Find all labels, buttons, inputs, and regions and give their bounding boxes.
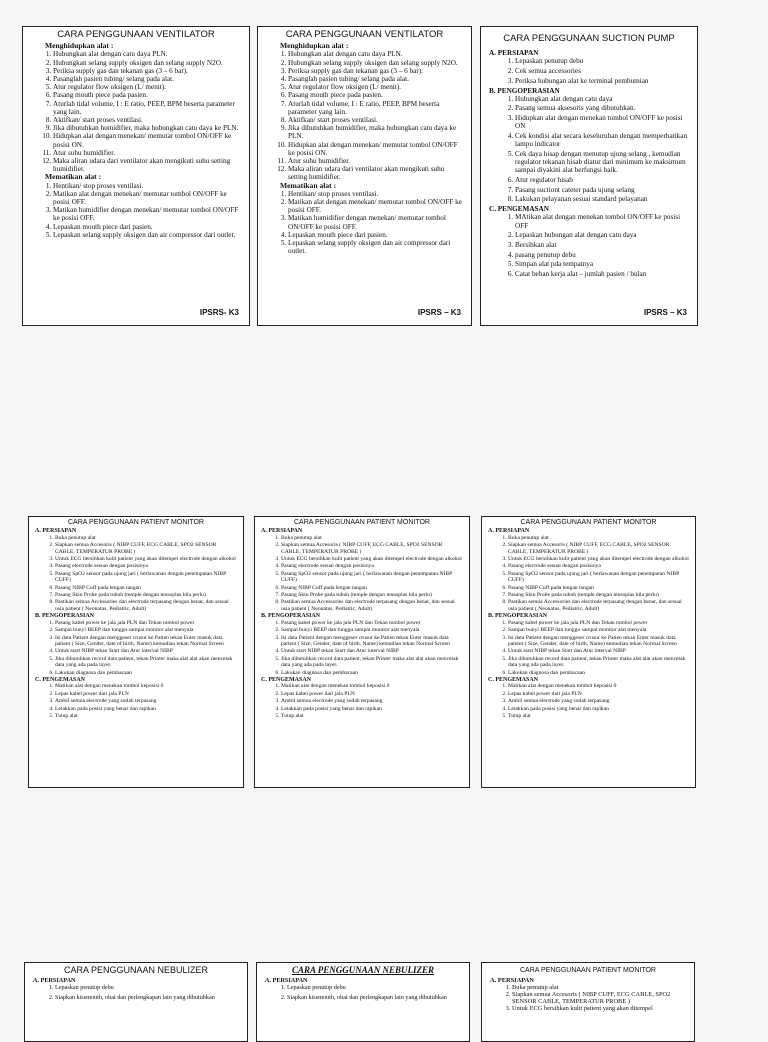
list-item: 3. Isi data Patient dengan menggeser crusur ke Patien tekan Enter masuk data patient ( Size, Gender, date of birth, Name) kemudian tekan Normal Screen xyxy=(508,635,689,648)
list-item: 9. Jika dibutuhkan humidifier, maka hubungkan catu daya ke PLN. xyxy=(53,124,241,132)
steps-list xyxy=(266,190,463,256)
list-item: 7. Pasang Skin Probe pada tubuh (temple dengan tensoplas bila perlu) xyxy=(281,592,463,598)
list-item: 1. Buka penutup alat xyxy=(512,984,686,991)
list-item: 5. Lepaskan selang supply oksigen dan air compressor dari outlet. xyxy=(53,231,241,239)
list-item: 4. Untuk start NIBP tekan Start dan Atur interval NIBP xyxy=(281,648,463,654)
list-item: 5. Pasang SpO2 sensor pada ujung jari ( berlawanan dengan penempatan NIBP CUFF) xyxy=(55,571,237,584)
list-item: 5. Atur regulator flow oksigen (L/ menit). xyxy=(288,83,463,91)
steps-list xyxy=(261,683,463,719)
list-item: 2. Sampai bunyi BEEP dan tunggu sampai monitor alat menyala xyxy=(281,627,463,633)
list-item: 5. Cek daya hisap dengan menutup ujung selang , kemudian regulator tekanan hisab diatur dari minimum ke maksimum sampai diyakini alat berfungsi baik. xyxy=(515,150,689,175)
list-item: 4. Lepaskan mouth piece dari pasien. xyxy=(53,223,241,231)
steps-list xyxy=(489,213,689,278)
suction-pump-card xyxy=(480,26,698,326)
list-item: 2. Lepas kabel power dari jala PLN xyxy=(281,691,463,697)
list-item: 5. Jika dibutuhkan record data patient, tekan Printer maka alat alat akan mencetak data yang ada pada layer. xyxy=(508,656,689,669)
steps-list xyxy=(488,535,689,612)
list-item: 6. Lakukan diagnosa dan pembacaan xyxy=(55,670,237,676)
section-heading: A. PERSIAPAN xyxy=(33,977,76,984)
steps-list xyxy=(488,620,689,676)
ventilator-card-2 xyxy=(257,26,472,326)
steps-list xyxy=(489,57,689,85)
card-title: CARA PENGGUNAAN NEBULIZER xyxy=(63,965,209,975)
list-item: 5. Tutup alat xyxy=(281,713,463,719)
card-title: CARA PENGGUNAAN NEBULIZER xyxy=(291,965,435,975)
list-item: 8. Pastikan semua Accessories dan electrode terpasang dengan benar, dan sesuai usia patient ( Neonatus, Pediatric, Adult) xyxy=(55,599,237,612)
section-heading: C. PENGEMASAN xyxy=(35,676,86,683)
steps-list xyxy=(489,95,689,204)
list-item: 3. Untuk ECG bersihkan kulit patient yang akan ditempel electrode dengan alkohol xyxy=(281,556,463,562)
list-item: 10. Hidupkan alat dengan menekan/ memutar tombol ON/OFF ke posisi ON. xyxy=(288,141,463,157)
list-item: 6. Catat beban kerja alat – jumlah pasien / bulan xyxy=(515,270,689,278)
section-heading: Menghidupkan alat : xyxy=(280,41,349,51)
steps-list xyxy=(261,620,463,676)
list-item: 2. Pasang semua aksesoris yang dibutuhkan. xyxy=(515,104,689,112)
nebulizer-card-1 xyxy=(24,962,248,1042)
list-item: 1. Buka penutup alat xyxy=(281,535,463,541)
section-heading: Mematikan alat : xyxy=(45,172,102,182)
card-title: CARA PENGGUNAAN PATIENT MONITOR xyxy=(519,967,656,974)
list-item: 4. pasang penutup debu xyxy=(515,251,689,259)
list-item: 12. Maka aliran udara dari ventilator akan mengikuti suhu setting humidifier. xyxy=(288,165,463,181)
list-item: 3. Untuk ECG bersihkan kulit patient yang akan ditempel electrode dengan alkohol xyxy=(55,556,237,562)
section-heading: A. PERSIAPAN xyxy=(490,977,534,984)
list-item: 2. Siapkan kissmouth, obat dan perlengkapan lain yang dibutuhkan xyxy=(55,994,239,1001)
list-item: 2. Lepas kabel power dari jala PLN xyxy=(508,691,689,697)
list-item: 3. Hidupkan alat dengan menekan tombol ON/OFF ke posisi ON xyxy=(515,114,689,130)
section-heading: B. PENGOPERASIAN xyxy=(489,86,560,95)
list-item: 3. Ambil semua electrode yang sudah terpasang xyxy=(281,698,463,704)
steps-list xyxy=(265,984,461,1001)
list-item: 4. Letakkan pada posisi yang benar dan rapikan xyxy=(508,706,689,712)
list-item: 2. Hubungkan selang supply oksigen dan selang supply N2O. xyxy=(53,59,241,67)
list-item: 8. Aktifkan/ start proses ventilasi. xyxy=(288,116,463,124)
list-item: 8. Lakukan pelayanan sesuai standard pelayanan xyxy=(515,195,689,203)
patient-monitor-card-3 xyxy=(481,516,696,788)
list-item: 5. Lepaskan selang supply oksigen dan air compressor dari outlet. xyxy=(288,239,463,255)
list-item: 3. Matikan humidifier dengan menekan/ memutar tombol ON/OFF ke posisi OFF. xyxy=(288,214,463,230)
list-item: 7. Aturlah tidal volume, I : E ratio, PEEP, BPM beserta parameter yang lain. xyxy=(53,100,241,116)
list-item: 1. Lepaskan penutup debu xyxy=(287,984,461,991)
list-item: 1. Hentikan/ stop proses ventilasi. xyxy=(288,190,463,198)
list-item: 10. Hidupkan alat dengan menekan/ memutar tombol ON/OFF ke posisi ON. xyxy=(53,132,241,148)
list-item: 6. Pasang mouth piece pada pasien. xyxy=(288,91,463,99)
list-item: 4. Pasanglah pasien tubing/ selang pada alat. xyxy=(288,75,463,83)
section-heading: A. PERSIAPAN xyxy=(488,528,530,535)
section-heading: A. PERSIAPAN xyxy=(489,49,539,58)
list-item: 2. Sampai bunyi BEEP dan tunggu sampai monitor alat menyala xyxy=(508,627,689,633)
list-item: 3. Untuk ECG bersihkan kulit patient yang akan ditempel electrode dengan alkohol xyxy=(508,556,689,562)
list-item: 4. Pasanglah pasien tubing/ selang pada alat. xyxy=(53,75,241,83)
list-item: 6. Pasang NIBP Cuff pada lengan tangan xyxy=(281,585,463,591)
list-item: 3. Untuk ECG bersihkan kulit patient yang akan ditempel xyxy=(512,1005,686,1012)
list-item: 11. Atur suhu humidifier. xyxy=(288,157,463,165)
card-footer: IPSRS- K3 xyxy=(199,307,239,317)
list-item: 5. Tutup alat xyxy=(55,713,237,719)
steps-list xyxy=(31,182,241,239)
list-item: 8. Aktifkan/ start proses ventilasi. xyxy=(53,116,241,124)
list-item: 1. Buka penutup alat xyxy=(55,535,237,541)
list-item: 6. Pasang NIBP Cuff pada lengan tangan xyxy=(55,585,237,591)
section-heading: A. PERSIAPAN xyxy=(35,528,77,535)
list-item: 12. Maka aliran udara dari ventilator akan mengikuti suhu setting humidifier. xyxy=(53,157,241,173)
list-item: 1. MAtikan alat dengan menekan tombol ON/OFF ke posisi OFF xyxy=(515,213,689,229)
steps-list xyxy=(261,535,463,612)
list-item: 2. Matikan alat dengan menekan/ memutar tombol ON/OFF ke posisi OFF. xyxy=(288,198,463,214)
steps-list xyxy=(33,984,239,1001)
list-item: 3. Ambil semua electrode yang sudah terpasang xyxy=(508,698,689,704)
patient-monitor-card-4 xyxy=(481,962,695,1042)
list-item: 1. Matikan alat dengan menekan tombol keposisi 0 xyxy=(508,683,689,689)
steps-list xyxy=(31,50,241,173)
list-item: 8. Pastikan semua Accessories dan electrode terpasang dengan benar, dan sesuai usia patient ( Neonatus, Pediatric, Adult) xyxy=(508,599,689,612)
list-item: 4. Letakkan pada posisi yang benar dan rapikan xyxy=(55,706,237,712)
list-item: 4. Pasang electrode sesuai dengan posisinya xyxy=(281,563,463,569)
section-heading: B. PENGOPERASIAN xyxy=(488,613,548,620)
list-item: 2. Siapkan semua Accesoris ( NIBP CUFF, ECG CABLE, SPO2 SENSOR CABLE, TEMPERATUR PROBE ) xyxy=(512,991,686,1005)
list-item: 2. Lepaskan hubungan alat dengan catu daya xyxy=(515,231,689,239)
steps-list xyxy=(35,683,237,719)
card-title: CARA PENGGUNAAN VENTILATOR xyxy=(285,29,444,40)
list-item: 7. Aturlah tidal volume, I : E ratio, PEEP, BPM beserta parameter yang lain. xyxy=(288,100,463,116)
section-heading: C. PENGEMASAN xyxy=(261,676,312,683)
section-heading: Mematikan alat : xyxy=(280,180,337,190)
list-item: 1. Lepaskan penutup debu xyxy=(55,984,239,991)
patient-monitor-card-2 xyxy=(254,516,470,788)
list-item: 5. Pasang SpO2 sensor pada ujung jari ( berlawanan dengan penempatan NIBP CUFF) xyxy=(281,571,463,584)
section-heading: A. PERSIAPAN xyxy=(265,977,308,984)
list-item: 3. Isi data Patient dengan menggeser crusur ke Patien tekan Enter masuk data patient ( Size, Gender, date of birth, Name) kemudian tekan Normal Screen xyxy=(55,635,237,648)
list-item: 6. Atur regulator hisab xyxy=(515,176,689,184)
steps-list xyxy=(488,683,689,719)
list-item: 2. Siapkan semua Accesoris ( NIBP CUFF, ECG CABLE, SPO2 SENSOR CABLE, TEMPERATUR PROBE ) xyxy=(508,542,689,555)
list-item: 1. Hentikan/ stop proses ventilasi. xyxy=(53,182,241,190)
list-item: 5. Simpan alat pda tempatnya xyxy=(515,260,689,268)
card-title: CARA PENGGUNAAN PATIENT MONITOR xyxy=(67,519,204,526)
list-item: 5. Pasang SpO2 sensor pada ujung jari ( berlawanan dengan penempatan NIBP CUFF) xyxy=(508,571,689,584)
card-title: CARA PENGGUNAAN PATIENT MONITOR xyxy=(520,519,657,526)
list-item: 3. Periksa supply gas dan tekanan gas (3 – 6 bar). xyxy=(53,67,241,75)
nebulizer-card-2 xyxy=(256,962,470,1042)
list-item: 2. Sampai bunyi BEEP dan tunggu sampai monitor alat menyala xyxy=(55,627,237,633)
list-item: 2. Cek semua accessories xyxy=(515,67,689,75)
section-heading: Menghidupkan alat : xyxy=(45,41,114,51)
list-item: 1. Matikan alat dengan menekan tombol keposisi 0 xyxy=(281,683,463,689)
section-heading: C. PENGEMASAN xyxy=(489,205,549,214)
list-item: 2. Siapkan kissmouth, obat dan perlengkapan lain yang dibutuhkan xyxy=(287,994,461,1001)
list-item: 3. Periksa supply gas dan tekanan gas (3 – 6 bar). xyxy=(288,67,463,75)
list-item: 8. Pastikan semua Accessories dan electrode terpasang dengan benar, dan sesuai usia patient ( Neonatus, Pediatric, Adult) xyxy=(281,599,463,612)
list-item: 2. Siapkan semua Accesoris ( NIBP CUFF, ECG CABLE, SPO2 SENSOR CABLE, TEMPERATUR PROBE ) xyxy=(55,542,237,555)
steps-list xyxy=(35,535,237,612)
section-heading: B. PENGOPERASIAN xyxy=(261,613,321,620)
patient-monitor-card-1 xyxy=(28,516,244,788)
list-item: 1. Pasang kabel power ke jala jala PLN dan Tekan tombol power xyxy=(508,620,689,626)
card-title: CARA PENGGUNAAN SUCTION PUMP xyxy=(503,33,675,44)
card-title: CARA PENGGUNAAN PATIENT MONITOR xyxy=(293,519,430,526)
list-item: 1. Lepaskan penutup debu xyxy=(515,57,689,65)
list-item: 3. Ambil semua electrode yang sudah terpasang xyxy=(55,698,237,704)
list-item: 3. Bersihkan alat xyxy=(515,241,689,249)
steps-list xyxy=(266,50,463,181)
list-item: 7. Pasang Skin Probe pada tubuh (temple dengan tensoplas bila perlu) xyxy=(55,592,237,598)
list-item: 4. Pasang electrode sesuai dengan posisinya xyxy=(508,563,689,569)
list-item: 4. Pasang electrode sesuai dengan posisinya xyxy=(55,563,237,569)
list-item: 4. Letakkan pada posisi yang benar dan rapikan xyxy=(281,706,463,712)
list-item: 1. Pasang kabel power ke jala jala PLN dan Tekan tombol power xyxy=(281,620,463,626)
list-item: 11. Atur suhu humidifier. xyxy=(53,149,241,157)
section-heading: B. PENGOPERASIAN xyxy=(35,613,95,620)
card-title: CARA PENGGUNAAN VENTILATOR xyxy=(57,29,215,40)
list-item: 6. Lakukan diagnosa dan pembacaan xyxy=(508,670,689,676)
list-item: 7. Pasang Skin Probe pada tubuh (temple dengan tensoplas bila perlu) xyxy=(508,592,689,598)
section-heading: A. PERSIAPAN xyxy=(261,528,303,535)
list-item: 9. Jika dibutuhkan humidifier, maka hubungkan catu daya ke PLN. xyxy=(288,124,463,140)
list-item: 2. Siapkan semua Accesoris ( NIBP CUFF, ECG CABLE, SPO2 SENSOR CABLE, TEMPERATUR PROBE ) xyxy=(281,542,463,555)
list-item: 1. Buka penutup alat xyxy=(508,535,689,541)
list-item: 3. Isi data Patient dengan menggeser crusur ke Patien tekan Enter masuk data patient ( Size, Gender, date of birth, Name) kemudian tekan Normal Screen xyxy=(281,635,463,648)
list-item: 2. Lepas kabel power dari jala PLN xyxy=(55,691,237,697)
list-item: 4. Untuk start NIBP tekan Start dan Atur interval NIBP xyxy=(508,648,689,654)
card-footer: IPSRS – K3 xyxy=(417,307,461,317)
card-footer: IPSRS – K3 xyxy=(643,307,687,317)
list-item: 2. Matikan alat dengan menekan/ memutar tombol ON/OFF ke posisi OFF. xyxy=(53,190,241,206)
list-item: 4. Untuk start NIBP tekan Start dan Atur interval NIBP xyxy=(55,648,237,654)
list-item: 1. Hubungkan alat dengan catu daya PLN. xyxy=(288,50,463,58)
list-item: 1. Matikan alat dengan menekan tombol keposisi 0 xyxy=(55,683,237,689)
list-item: 1. Pasang kabel power ke jala jala PLN dan Tekan tombol power xyxy=(55,620,237,626)
list-item: 5. Tutup alat xyxy=(508,713,689,719)
list-item: 5. Atur regulator flow oksigen (L/ menit). xyxy=(53,83,241,91)
list-item: 5. Jika dibutuhkan record data patient, tekan Printer maka alat alat akan mencetak data yang ada pada layer. xyxy=(55,656,237,669)
list-item: 3. Periksa hubungan alat ke terminal pembumian xyxy=(515,77,689,85)
list-item: 6. Lakukan diagnosa dan pembacaan xyxy=(281,670,463,676)
list-item: 1. Hubungkan alat dengan catu daya PLN. xyxy=(53,50,241,58)
steps-list xyxy=(490,984,686,1012)
list-item: 1. Hubungkan alat dengan catu daya xyxy=(515,95,689,103)
list-item: 4. Cek kondisi alat secara keseluruhan dengan memperhatikan lampu indicator xyxy=(515,132,689,148)
list-item: 4. Lepaskan mouth piece dari pasien. xyxy=(288,231,463,239)
steps-list xyxy=(35,620,237,676)
list-item: 5. Jika dibutuhkan record data patient, tekan Printer maka alat alat akan mencetak data yang ada pada layer. xyxy=(281,656,463,669)
list-item: 6. Pasang NIBP Cuff pada lengan tangan xyxy=(508,585,689,591)
list-item: 2. Hubungkan selang supply oksigen dan selang supply N2O. xyxy=(288,59,463,67)
list-item: 3. Matikan humidifier dengan menekan/ memutar tombol ON/OFF ke posisi OFF. xyxy=(53,206,241,222)
ventilator-card-1 xyxy=(22,26,250,326)
section-heading: C. PENGEMASAN xyxy=(488,676,539,683)
list-item: 6. Pasang mouth piece pada pasien. xyxy=(53,91,241,99)
list-item: 7. Pasang suctiont cateter pada ujung selang xyxy=(515,186,689,194)
